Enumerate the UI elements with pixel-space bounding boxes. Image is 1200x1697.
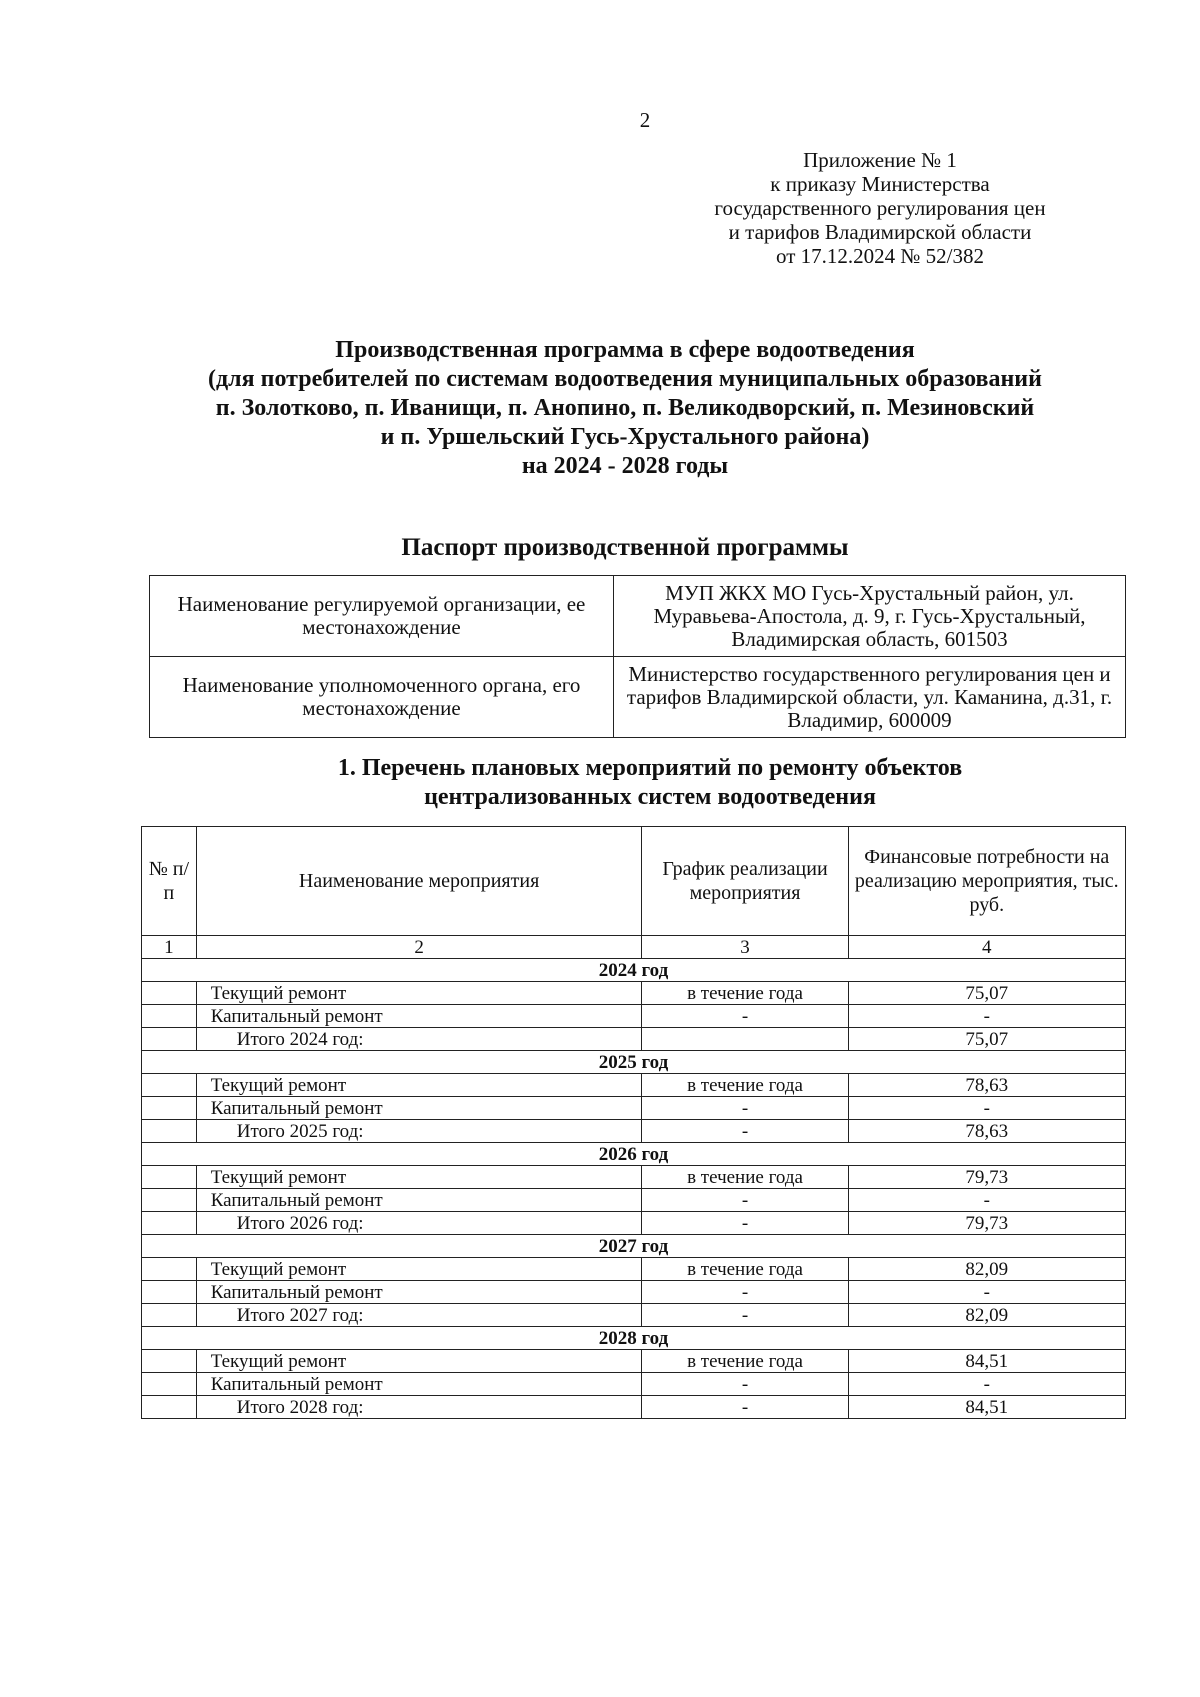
passport-label: Наименование уполномоченного органа, его местонахождение — [150, 657, 614, 738]
event-name: Итого 2024 год: — [196, 1028, 642, 1051]
event-amount: - — [848, 1281, 1125, 1304]
title-line: Производственная программа в сфере водоотведения — [335, 337, 915, 363]
row-number — [142, 1028, 197, 1051]
year-row — [142, 1327, 1126, 1350]
row-number — [142, 1189, 197, 1212]
event-name: Капитальный ремонт — [196, 1281, 642, 1304]
passport-value: МУП ЖКХ МО Гусь-Хрустальный район, ул. Муравьева-Апостола, д. 9, г. Гусь-Хрустальный, Владимирская область, 601503 — [614, 576, 1126, 657]
event-schedule: в течение года — [642, 1166, 848, 1189]
passport-title: Паспорт производственной программы — [401, 534, 849, 561]
event-schedule: - — [642, 1120, 848, 1143]
header-schedule: График реализации мероприятия — [642, 827, 848, 936]
table-row — [142, 1396, 1126, 1419]
event-amount: 78,63 — [848, 1074, 1125, 1097]
table-row — [142, 1120, 1126, 1143]
event-amount: - — [848, 1189, 1125, 1212]
passport-label: Наименование регулируемой организации, ее местонахождение — [150, 576, 614, 657]
column-number: 3 — [642, 936, 848, 959]
column-number: 1 — [142, 936, 197, 959]
event-schedule: - — [642, 1097, 848, 1120]
table-row — [142, 1373, 1126, 1396]
year-label: 2026 год — [142, 1143, 1126, 1166]
year-row — [142, 1143, 1126, 1166]
event-schedule: в течение года — [642, 1350, 848, 1373]
event-name: Капитальный ремонт — [196, 1373, 642, 1396]
title-line: п. Золотково, п. Иванищи, п. Анопино, п. Великодворский, п. Мезиновский — [215, 395, 1035, 421]
header-row — [142, 827, 1126, 936]
row-number — [142, 1350, 197, 1373]
event-amount: 78,63 — [848, 1120, 1125, 1143]
event-name: Итого 2027 год: — [196, 1304, 642, 1327]
table-row — [142, 1189, 1126, 1212]
table-row — [142, 1166, 1126, 1189]
row-number — [142, 1166, 197, 1189]
event-name: Капитальный ремонт — [196, 1005, 642, 1028]
section-title-line: 1. Перечень плановых мероприятий по ремонту объектов — [337, 755, 963, 781]
table-row — [142, 1304, 1126, 1327]
passport-row — [150, 657, 1126, 738]
title-line: (для потребителей по системам водоотведения муниципальных образований — [208, 366, 1042, 392]
title-line: на 2024 - 2028 годы — [521, 453, 729, 479]
event-name: Текущий ремонт — [196, 982, 642, 1005]
event-schedule: - — [642, 1281, 848, 1304]
event-amount: 84,51 — [848, 1350, 1125, 1373]
appendix-line: к приказу Министерства — [770, 172, 990, 196]
year-label: 2025 год — [142, 1051, 1126, 1074]
event-schedule: в течение года — [642, 982, 848, 1005]
event-schedule: - — [642, 1212, 848, 1235]
row-number — [142, 1281, 197, 1304]
event-schedule: - — [642, 1304, 848, 1327]
event-schedule: - — [642, 1189, 848, 1212]
event-name: Итого 2028 год: — [196, 1396, 642, 1419]
row-number — [142, 1396, 197, 1419]
column-number: 4 — [848, 936, 1125, 959]
event-schedule — [642, 1028, 848, 1051]
row-number — [142, 1097, 197, 1120]
event-name: Итого 2026 год: — [196, 1212, 642, 1235]
event-schedule: в течение года — [642, 1258, 848, 1281]
event-name: Капитальный ремонт — [196, 1189, 642, 1212]
row-number — [142, 1212, 197, 1235]
year-row — [142, 1235, 1126, 1258]
event-amount: 75,07 — [848, 982, 1125, 1005]
table-row — [142, 1281, 1126, 1304]
table-row — [142, 1028, 1126, 1051]
year-row — [142, 959, 1126, 982]
column-number-row — [142, 936, 1126, 959]
year-label: 2028 год — [142, 1327, 1126, 1350]
event-amount: 82,09 — [848, 1258, 1125, 1281]
document-title — [140, 336, 1110, 481]
event-amount: - — [848, 1005, 1125, 1028]
event-amount: 84,51 — [848, 1396, 1125, 1419]
appendix-header — [700, 148, 1060, 268]
section-1-title — [260, 754, 1040, 812]
year-label: 2024 год — [142, 959, 1126, 982]
table-row — [142, 1005, 1126, 1028]
row-number — [142, 1304, 197, 1327]
row-number — [142, 1005, 197, 1028]
events-table — [141, 826, 1126, 1419]
title-line: и п. Уршельский Гусь-Хрустального района) — [380, 424, 870, 450]
passport-row — [150, 576, 1126, 657]
passport-value: Министерство государственного регулирования цен и тарифов Владимирской области, ул. Каманина, д.31, г. Владимир, 600009 — [614, 657, 1126, 738]
passport-table — [149, 575, 1126, 738]
appendix-line: и тарифов Владимирской области — [728, 220, 1032, 244]
event-name: Итого 2025 год: — [196, 1120, 642, 1143]
event-schedule: - — [642, 1373, 848, 1396]
header-financing: Финансовые потребности на реализацию мероприятия, тыс. руб. — [848, 827, 1125, 936]
table-row — [142, 1258, 1126, 1281]
event-amount: 79,73 — [848, 1212, 1125, 1235]
event-schedule: в течение года — [642, 1074, 848, 1097]
page-number: 2 — [639, 108, 651, 132]
event-name: Текущий ремонт — [196, 1258, 642, 1281]
column-number: 2 — [196, 936, 642, 959]
table-row — [142, 1350, 1126, 1373]
event-amount: - — [848, 1097, 1125, 1120]
header-number: № п/п — [142, 827, 197, 936]
header-event-name: Наименование мероприятия — [196, 827, 642, 936]
event-name: Капитальный ремонт — [196, 1097, 642, 1120]
event-amount: 75,07 — [848, 1028, 1125, 1051]
table-row — [142, 1074, 1126, 1097]
event-amount: - — [848, 1373, 1125, 1396]
row-number — [142, 1373, 197, 1396]
event-name: Текущий ремонт — [196, 1074, 642, 1097]
year-row — [142, 1051, 1126, 1074]
event-schedule: - — [642, 1396, 848, 1419]
table-row — [142, 1097, 1126, 1120]
section-title-line: централизованных систем водоотведения — [424, 784, 876, 810]
event-name: Текущий ремонт — [196, 1166, 642, 1189]
event-amount: 79,73 — [848, 1166, 1125, 1189]
appendix-line: Приложение № 1 — [803, 148, 957, 172]
row-number — [142, 1120, 197, 1143]
year-label: 2027 год — [142, 1235, 1126, 1258]
appendix-line: от 17.12.2024 № 52/382 — [775, 244, 985, 268]
row-number — [142, 982, 197, 1005]
event-amount: 82,09 — [848, 1304, 1125, 1327]
row-number — [142, 1074, 197, 1097]
event-name: Текущий ремонт — [196, 1350, 642, 1373]
appendix-line: государственного регулирования цен — [714, 196, 1046, 220]
table-row — [142, 982, 1126, 1005]
event-schedule: - — [642, 1005, 848, 1028]
table-row — [142, 1212, 1126, 1235]
row-number — [142, 1258, 197, 1281]
